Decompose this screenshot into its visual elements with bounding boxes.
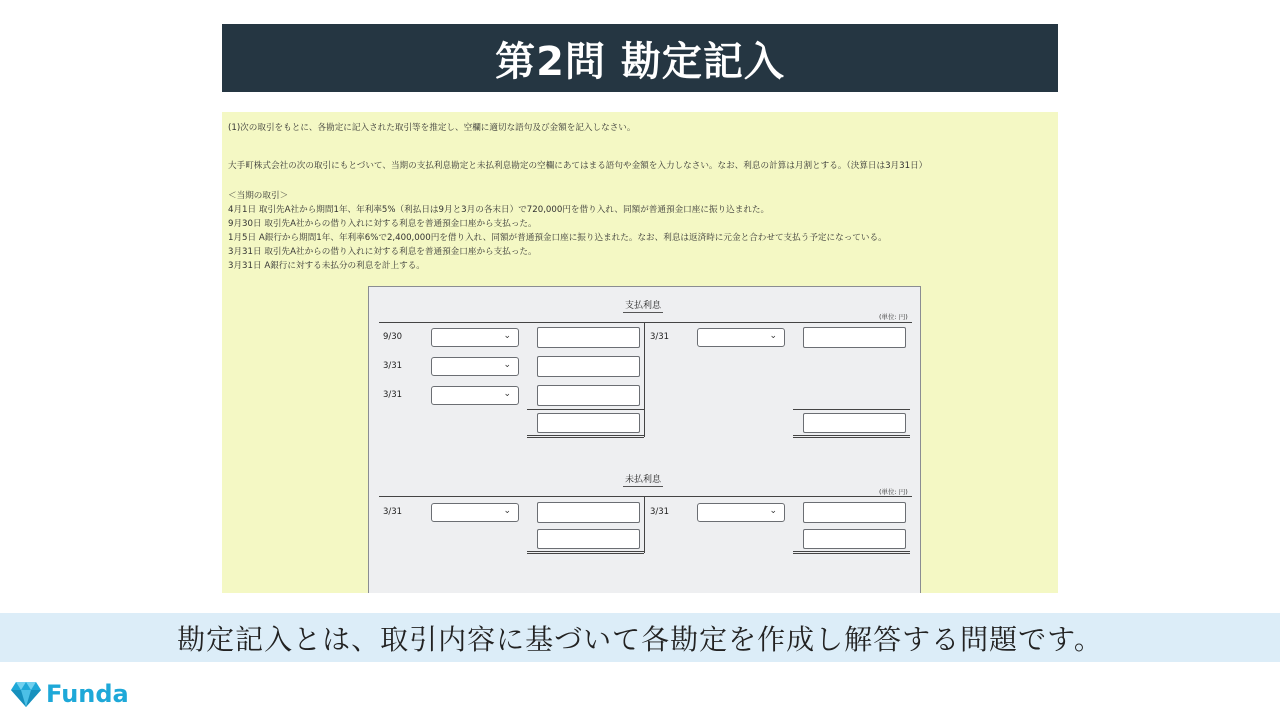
chevron-down-icon: ⌄ (503, 360, 511, 370)
ledger-title-interest-expense: 支払利息 (623, 298, 663, 313)
unit-label: (単位: 円) (879, 488, 908, 496)
credit-total-input[interactable] (803, 413, 906, 433)
ledger-title-accrued-interest: 未払利息 (623, 472, 663, 487)
slide-title: 第2問 勘定記入 (222, 24, 1058, 92)
diamond-logo-icon (10, 680, 42, 708)
unit-label: (単位: 円) (879, 313, 908, 321)
debit-date: 9/30 (383, 332, 403, 342)
amount-input[interactable] (803, 327, 906, 348)
ledger-center-rule (644, 496, 645, 553)
chevron-down-icon: ⌄ (503, 331, 511, 341)
credit-total-input[interactable] (803, 529, 906, 549)
question-intro: 大手町株式会社の次の取引にもとづいて、当期の支払利息勘定と未払利息勘定の空欄にあてはまる語句や金額を入力しなさい。なお、利息の計算は月割とする。（決算日は3月31日） (228, 161, 928, 171)
credit-date: 3/31 (650, 332, 670, 342)
chevron-down-icon: ⌄ (503, 506, 511, 516)
double-rule (527, 435, 644, 438)
amount-input[interactable] (537, 356, 640, 377)
transaction-item: 4月1日 取引先A社から期間1年、年利率5%（利払日は9月と3月の各末日）で720,000円を借り入れ、同額が普通預金口座に振り込まれた。 (228, 205, 770, 215)
amount-input[interactable] (537, 327, 640, 348)
amount-input[interactable] (537, 385, 640, 406)
funda-logo (10, 680, 129, 708)
double-rule (527, 551, 644, 554)
chevron-down-icon: ⌄ (769, 331, 777, 341)
debit-date: 3/31 (383, 361, 403, 371)
ledger-top-rule (379, 496, 912, 497)
total-rule (793, 409, 910, 410)
account-select[interactable] (697, 328, 785, 347)
account-select[interactable] (431, 328, 519, 347)
logo-text: Funda (46, 680, 129, 708)
debit-total-input[interactable] (537, 413, 640, 433)
amount-input[interactable] (537, 502, 640, 523)
question-prompt: (1)次の取引をもとに、各勘定に記入された取引等を推定し、空欄に適切な語句及び金額を記入しなさい。 (228, 123, 636, 133)
account-select[interactable] (431, 386, 519, 405)
ledger-top-rule (379, 322, 912, 323)
amount-input[interactable] (803, 502, 906, 523)
account-select[interactable] (431, 357, 519, 376)
question-panel (222, 112, 1058, 593)
account-select[interactable] (431, 503, 519, 522)
chevron-down-icon: ⌄ (503, 389, 511, 399)
transactions-header: ＜当期の取引＞ (228, 191, 289, 201)
account-select[interactable] (697, 503, 785, 522)
debit-date: 3/31 (383, 390, 403, 400)
credit-date: 3/31 (650, 507, 670, 517)
slide-caption: 勘定記入とは、取引内容に基づいて各勘定を作成し解答する問題です。 (0, 613, 1280, 662)
ledger-center-rule (644, 322, 645, 437)
transaction-item: 1月5日 A銀行から期間1年、年利率6%で2,400,000円を借り入れ、同額が普通預金口座に振り込まれた。なお、利息は返済時に元金と合わせて支払う予定になっている。 (228, 233, 887, 243)
transaction-item: 3月31日 取引先A社からの借り入れに対する利息を普通預金口座から支払った。 (228, 247, 537, 257)
transaction-item: 9月30日 取引先A社からの借り入れに対する利息を普通預金口座から支払った。 (228, 219, 537, 229)
answer-form (368, 286, 921, 593)
chevron-down-icon: ⌄ (769, 506, 777, 516)
total-rule (527, 409, 644, 410)
debit-total-input[interactable] (537, 529, 640, 549)
double-rule (793, 551, 910, 554)
debit-date: 3/31 (383, 507, 403, 517)
transaction-item: 3月31日 A銀行に対する未払分の利息を計上する。 (228, 261, 425, 271)
double-rule (793, 435, 910, 438)
